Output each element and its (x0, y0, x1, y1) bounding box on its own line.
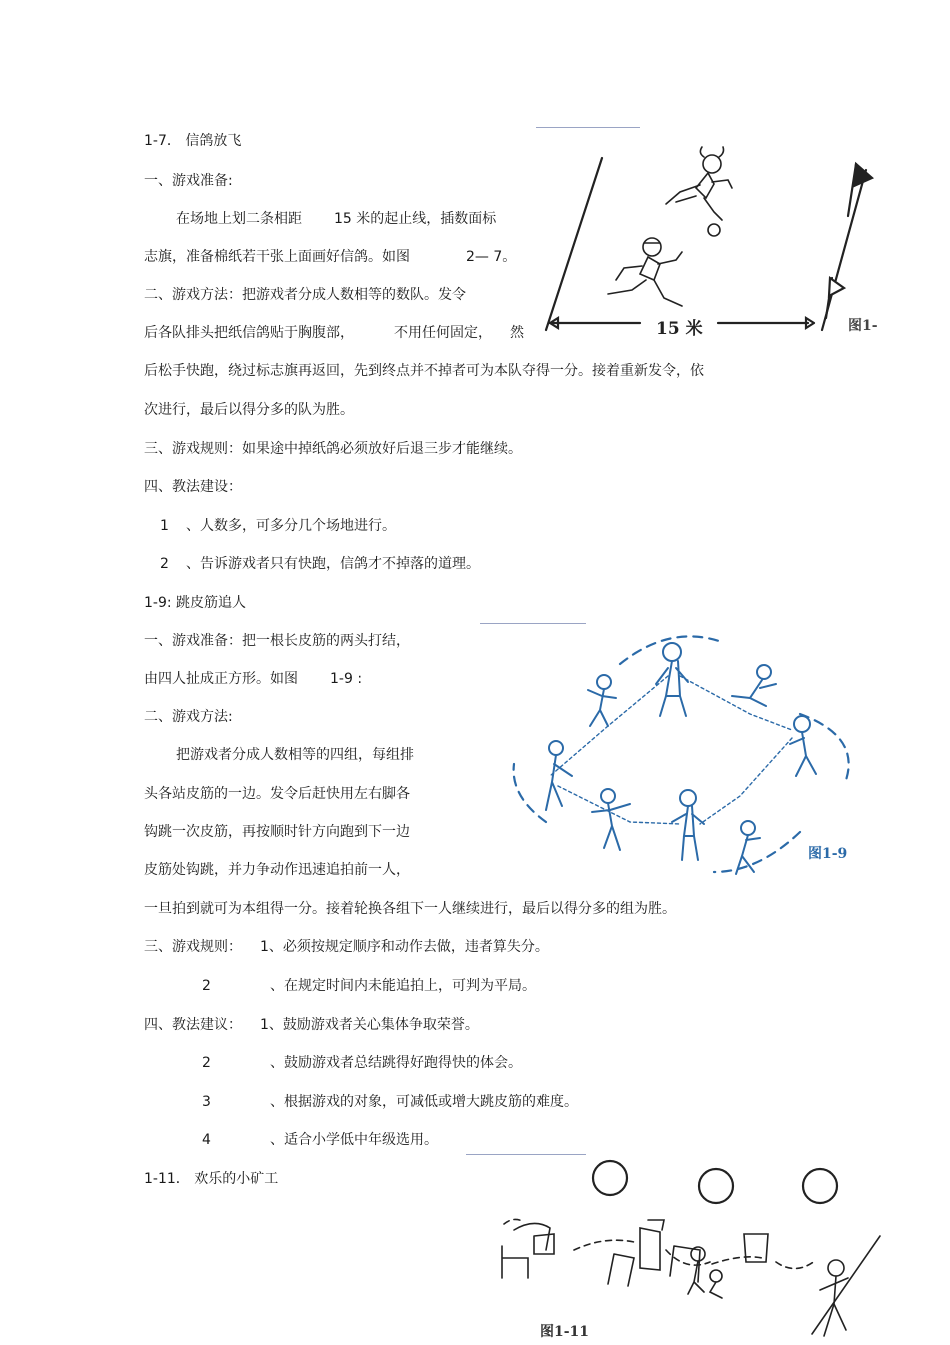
paragraph-text: 一旦拍到就可为本组得一分。接着轮换各组下一人继续进行，最后以得分多的组为胜。 (144, 901, 676, 917)
list-number: 1 (160, 518, 169, 534)
rules-heading: 三、游戏规则：如果途中掉纸鸽必须放好后退三步才能继续。 (144, 441, 522, 457)
list-item: 、适合小学低中年级选用。 (270, 1132, 438, 1148)
paragraph-text: 次进行，最后以得分多的队为胜。 (144, 402, 354, 418)
paragraph-text: 1-9 : (330, 671, 363, 687)
list-item: 1、鼓励游戏者关心集体争取荣誉。 (260, 1017, 479, 1033)
list-number: 4 (202, 1132, 211, 1148)
paragraph-text: 由四人扯成正方形。如图 (144, 671, 298, 687)
list-item: 、告诉游戏者只有快跑，信鸽才不掉落的道理。 (186, 556, 480, 572)
prep-heading: 一、游戏准备: (144, 173, 233, 189)
figure-elastic-chase (500, 626, 880, 880)
section-title-1-7: 1-7． 信鸽放飞 (144, 133, 242, 149)
method-heading: 二、游戏方法: (144, 709, 233, 725)
figure-divider (536, 127, 640, 128)
paragraph-text: 钩跳一次皮筋，再按顺时针方向跑到下一边 (144, 824, 410, 840)
teaching-heading: 四、教法建设： (144, 479, 242, 495)
list-number: 2 (202, 978, 211, 994)
list-number: 3 (202, 1094, 211, 1110)
figure-caption: 图1-9 (808, 846, 848, 862)
list-item: 、鼓励游戏者总结跳得好跑得快的体会。 (270, 1055, 522, 1071)
figure-divider (466, 1154, 586, 1155)
paragraph-text: 后各队排头把纸信鸽贴于胸腹部， (144, 325, 354, 341)
paragraph-text: 头各站皮筋的一边。发令后赶快用左右脚各 (144, 786, 410, 802)
paragraph-text: 把游戏者分成人数相等的四组，每组排 (176, 747, 414, 763)
figure-pigeon-race (536, 140, 896, 350)
figure-little-miners (494, 1158, 894, 1345)
paragraph-text: 皮筋处钩跳，并力争动作迅速追拍前一人， (144, 862, 410, 878)
list-item: 、人数多，可多分几个场地进行。 (186, 518, 396, 534)
paragraph-text: 后松手快跑，绕过标志旗再返回，先到终点并不掉者可为本队夺得一分。接着重新发令，依 (144, 363, 704, 379)
paragraph-text: 然 (510, 325, 524, 341)
list-item: 1、必须按规定顺序和动作去做，违者算失分。 (260, 939, 549, 955)
teaching-heading: 四、教法建议： (144, 1017, 242, 1033)
figure-caption: 图1- (848, 318, 878, 334)
section-title-1-11: 1-11． 欢乐的小矿工 (144, 1171, 279, 1187)
list-item: 、根据游戏的对象，可减低或增大跳皮筋的难度。 (270, 1094, 578, 1110)
method-heading: 二、游戏方法：把游戏者分成人数相等的数队。发令 (144, 287, 466, 303)
list-number: 2 (202, 1055, 211, 1071)
figure-divider (480, 623, 586, 624)
figure-caption: 图1-11 (540, 1324, 590, 1340)
paragraph-text: 15 米的起止线，插数面标 (334, 211, 497, 227)
paragraph-text: 2— 7。 (466, 249, 517, 265)
prep-heading: 一、游戏准备：把一根长皮筋的两头打结， (144, 633, 410, 649)
paragraph-text: 不用任何固定， (394, 325, 492, 341)
list-item: 、在规定时间内未能追拍上，可判为平局。 (270, 978, 536, 994)
section-title-1-9: 1-9: 跳皮筋追人 (144, 595, 247, 611)
paragraph-text: 在场地上划二条相距 (176, 211, 302, 227)
list-number: 2 (160, 556, 169, 572)
distance-label: 15 米 (656, 319, 703, 339)
paragraph-text: 志旗，准备棉纸若干张上面画好信鸽。如图 (144, 249, 410, 265)
rules-heading: 三、游戏规则： (144, 939, 242, 955)
